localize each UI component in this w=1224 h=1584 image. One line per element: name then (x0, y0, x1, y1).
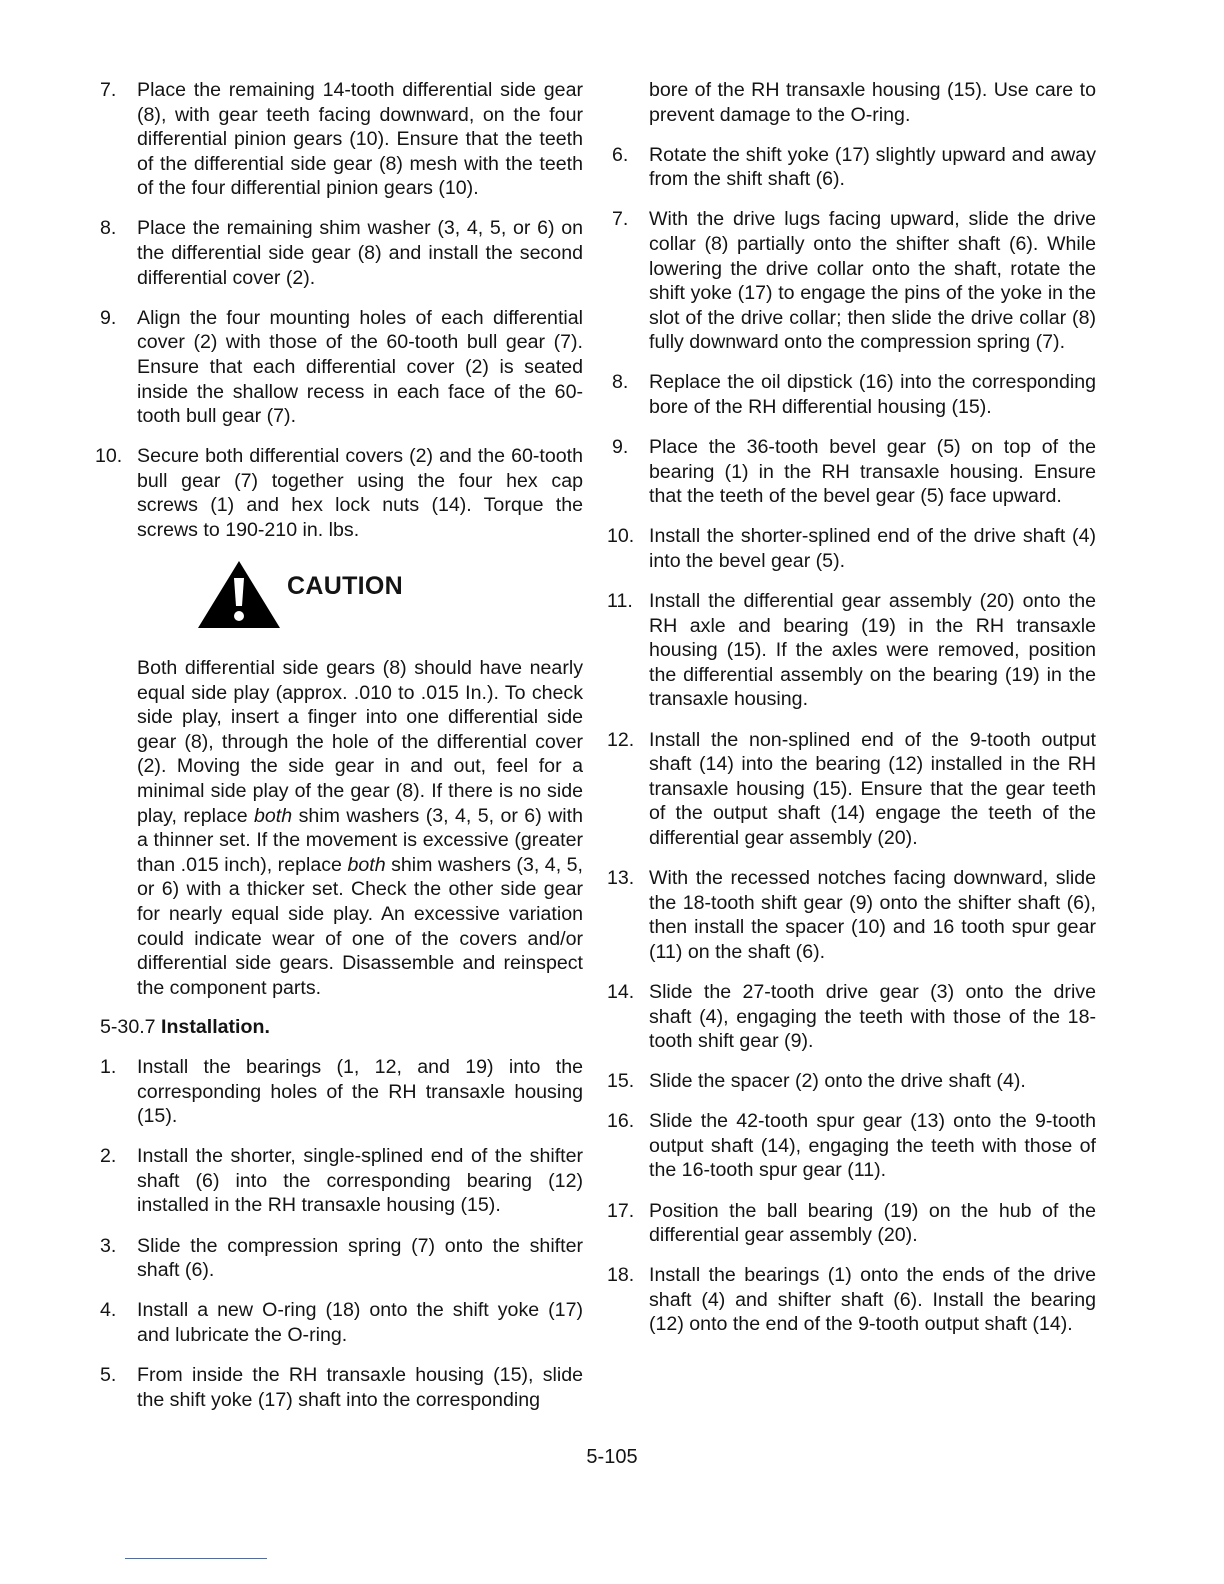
step-text: Slide the spacer (2) onto the drive shaft (4). (649, 1070, 1026, 1093)
step-text: With the drive lugs facing upward, slide the drive collar (8) partially onto the shifter shaft (6). While lowering the drive collar onto the shaft, rotate the shift yoke (17) to engage the pins of the yoke in the slot of the drive collar; then slide the drive collar (8) fully downward onto the compression spring (7). (649, 208, 1096, 354)
list-item (607, 524, 1096, 573)
list-item (607, 1263, 1096, 1337)
step-number: 6. (612, 143, 629, 166)
step-text: From inside the RH transaxle housing (15), slide the shift yoke (17) shaft into the corresponding (137, 1363, 583, 1411)
step-text: Rotate the shift yoke (17) slightly upward and away from the shift shaft (6). (649, 143, 1096, 191)
list-item (607, 1109, 1096, 1183)
left-column (95, 78, 583, 1428)
list-item (95, 444, 583, 542)
list-item (612, 207, 1096, 355)
continued-text: bore of the RH transaxle housing (15). Use care to prevent damage to the O-ring. (649, 79, 1096, 126)
list-item (607, 1069, 1096, 1094)
warning-triangle-icon (196, 558, 282, 635)
step-text: Slide the compression spring (7) onto the shifter shaft (6). (137, 1234, 583, 1282)
list-item (607, 866, 1096, 964)
list-item (612, 435, 1096, 509)
step-text: Install the differential gear assembly (20) onto the RH axle and bearing (19) in the RH transaxle housing (15). If the axles were removed, position the differential assembly on the bearing (19) in the transaxle housing. (649, 590, 1096, 711)
step-text: Position the ball bearing (19) on the hub of the differential gear assembly (20). (649, 1199, 1096, 1247)
step-number: 13. (607, 867, 635, 890)
footer-rule (125, 1558, 267, 1559)
step-number: 5. (100, 1363, 117, 1386)
step-text: Install the bearings (1, 12, and 19) into the corresponding holes of the RH transaxle housing (15). (137, 1056, 583, 1128)
caution-text: shim washers (3, 4, 5, or 6) with a thicker set. Check the other side gear for nearly equal side play. An excessive variation could indicate wear of one of the covers and/or differential side gears. Disassemble and reinspect the component parts. (137, 853, 583, 999)
list-item (607, 728, 1096, 851)
step-number: 10. (95, 445, 123, 468)
step-number: 1. (100, 1056, 117, 1078)
step-text: Slide the 42-tooth spur gear (13) onto the 9-tooth output shaft (14), engaging the teeth with those of the 16-tooth spur gear (11). (649, 1110, 1096, 1182)
step-number: 7. (100, 79, 117, 101)
step-text: Replace the oil dipstick (16) into the corresponding bore of the RH differential housing (15). (649, 371, 1096, 419)
list-item (607, 589, 1096, 712)
step-text: Install the non-splined end of the 9-tooth output shaft (14) into the bearing (12) installed in the RH transaxle housing (15). Ensure that the gear teeth of the output shaft (14) engage the teeth of the differential gear assembly (20). (649, 728, 1096, 849)
list-item (100, 216, 583, 290)
step-number: 10. (607, 525, 635, 548)
list-item (100, 1144, 583, 1218)
caution-emphasis: both (347, 853, 386, 876)
step-number: 18. (607, 1264, 635, 1287)
list-item (100, 1055, 583, 1129)
step-number: 17. (607, 1199, 635, 1222)
step-text: Align the four mounting holes of each differential cover (2) with those of the 60-tooth bull gear (7). Ensure that each differential cover (2) is seated inside the shallow recess in each face of the 60-tooth bull gear (7). (137, 306, 583, 428)
step-text: Install the shorter-splined end of the drive shaft (4) into the bevel gear (5). (649, 525, 1096, 572)
section-number: 5-30.7 (100, 1016, 156, 1039)
step-text: Place the 36-tooth bevel gear (5) on top of the bearing (1) in the RH transaxle housing. Ensure that the teeth of the bevel gear (5) face upward. (649, 436, 1096, 508)
step-text: Secure both differential covers (2) and the 60-tooth bull gear (7) together using the four hex cap screws (1) and hex lock nuts (14). Torque the screws to 190-210 in. lbs. (137, 445, 583, 541)
section-heading (100, 1015, 583, 1040)
step-number: 15. (607, 1070, 635, 1093)
section-title: Installation. (161, 1016, 270, 1039)
caution-emphasis: both (254, 804, 293, 827)
step-number: 4. (100, 1299, 117, 1322)
list-item (100, 306, 583, 429)
step-number: 3. (100, 1234, 117, 1257)
list-item (612, 143, 1096, 192)
list-item (100, 78, 583, 201)
caution-body (100, 656, 583, 1000)
step-number: 16. (607, 1110, 635, 1133)
step-number: 12. (607, 728, 635, 751)
list-item (607, 1199, 1096, 1248)
step-number: 11. (607, 590, 633, 613)
caution-title: CAUTION (287, 572, 403, 601)
step-text: With the recessed notches facing downward, slide the 18-tooth shift gear (9) onto the shifter shaft (6), then install the spacer (10) and 16 tooth spur gear (11) on the shaft (6). (649, 867, 1096, 963)
step-text: Slide the 27-tooth drive gear (3) onto the drive shaft (4), engaging the teeth with those of the 18-tooth shift gear (9). (649, 980, 1096, 1053)
step-number: 7. (612, 208, 629, 231)
step-text: Install a new O-ring (18) onto the shift yoke (17) and lubricate the O-ring. (137, 1299, 583, 1346)
list-item (100, 1363, 583, 1412)
step-text: Place the remaining shim washer (3, 4, 5, or 6) on the differential side gear (8) and install the second differential cover (2). (137, 217, 583, 289)
list-item (100, 1298, 583, 1347)
step-text: Install the bearings (1) onto the ends of the drive shaft (4) and shifter shaft (6). Install the bearing (12) onto the end of the 9-tooth output shaft (14). (649, 1264, 1096, 1336)
step-number: 2. (100, 1145, 117, 1168)
list-item (612, 370, 1096, 419)
page-number: 5-105 (586, 1446, 638, 1468)
step-number: 9. (612, 436, 629, 459)
step-text: Install the shorter, single-splined end of the shifter shaft (6) into the corresponding bearing (12) installed in the RH transaxle housing (15). (137, 1145, 583, 1217)
caution-header (100, 558, 583, 638)
step-number: 8. (612, 371, 629, 394)
list-item (607, 980, 1096, 1054)
step-number: 9. (100, 306, 117, 329)
caution-text: Both differential side gears (8) should have nearly equal side play (approx. .010 to .015 In.). To check side play, insert a finger into one differential side gear (8), through the hole of the differential cover (2). Moving the side gear in and out, feel for a minimal side play of the gear (8). If there is no side play, replace (137, 657, 583, 827)
step-text: Place the remaining 14-tooth differential side gear (8), with gear teeth facing downward, on the four differential pinion gears (10). Ensure that the teeth of the differential side gear (8) mesh with the teeth of the four differential pinion gears (10). (137, 79, 583, 200)
step-number: 14. (607, 980, 635, 1003)
step-number: 8. (100, 217, 117, 240)
caution-text: shim washers (3, 4, 5, or 6) with a thinner set. If the movement is excessive (greater than .015 inch), replace (137, 804, 583, 876)
right-column (607, 78, 1096, 1353)
list-item (100, 1234, 583, 1283)
